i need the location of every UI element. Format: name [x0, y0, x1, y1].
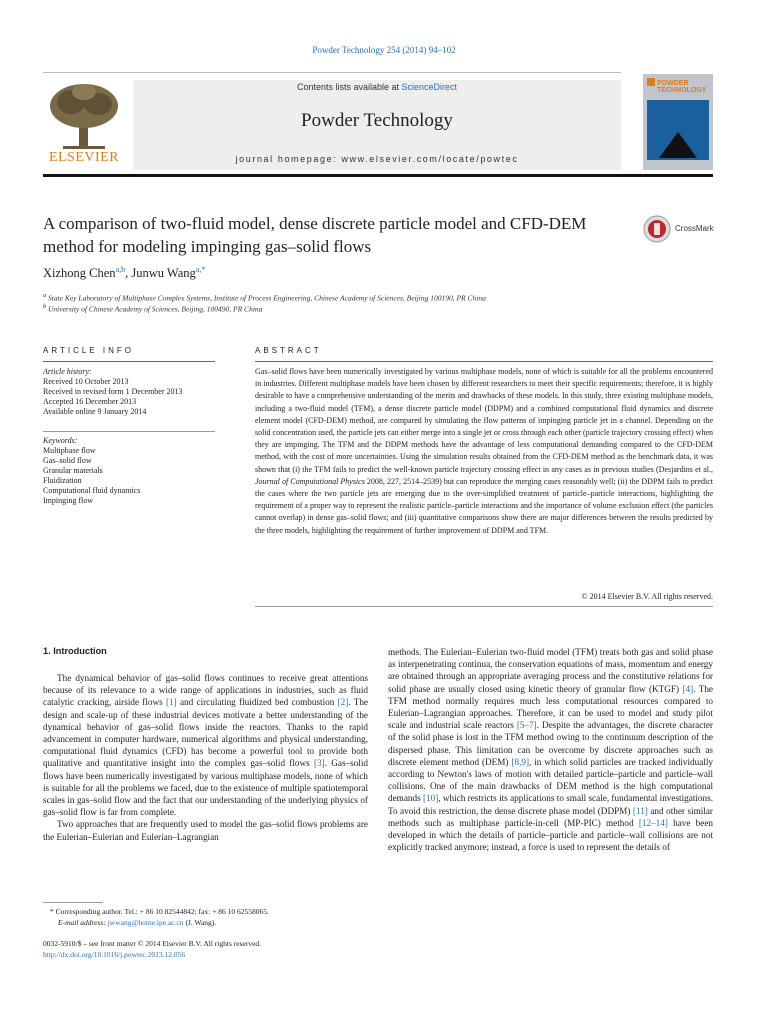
paragraph-text: . The TFM method normally requires much less computational resources compared to Eulerian–Lagrangian approaches. Therefore, it can be used to model and study pilot scale and industrial scale reactors: [388, 683, 714, 731]
header-top-rule: [43, 72, 621, 73]
journal-name: Powder Technology: [301, 110, 453, 131]
article-history: [43, 367, 215, 417]
paragraph-text: , in which solid particles are tracked individually according to Newton's laws of motion with detailed particle–particle and particle–wall collisions. One of the main drawbacks of DEM method is the high computational demands: [388, 756, 713, 804]
footnote-rule: [43, 902, 103, 903]
reference-link[interactable]: [8,9]: [511, 756, 530, 767]
affiliation-text: State Key Laboratory of Multiphase Complex Systems, Institute of Process Engineering, Chinese Academy of Sciences, Beijing 100190, PR China: [48, 293, 486, 303]
paragraph-text: . Despite the advantages, the discrete character of the solid phase is lost in the TFM method owing to the continuum description of the dispersed phase. This limitation can be overcome by discrete approaches such as discrete element method (DEM): [388, 720, 713, 767]
paragraph: [388, 646, 713, 853]
author-list: [43, 265, 205, 281]
article-info-heading: ARTICLE INFO: [43, 346, 134, 355]
keyword: Granular materials: [43, 466, 103, 475]
affiliation-marker: b: [43, 303, 47, 310]
abstract-bottom-rule: [255, 606, 713, 607]
keywords-label: Keywords:: [43, 436, 78, 445]
reference-link[interactable]: [11]: [632, 805, 648, 816]
reference-link[interactable]: [3]: [313, 758, 325, 769]
reference-link[interactable]: [4]: [682, 683, 694, 694]
history-item: Received in revised form 1 December 2013: [43, 387, 183, 396]
paragraph-text: . The design and scale-up of these industrial devices motivate a better understanding of the dynamical behavior of gas–solid flows inside the reactors. Thanks to the rapid advancement in computer hardware, numerical algorithms and physical understanding, computational fluid dynamics (CFD) has become a powerful tool to provide both qualitative and quantitative insight into the complex gas–solid flows: [43, 697, 369, 769]
email-suffix: (J. Wang).: [183, 918, 217, 927]
reference-link[interactable]: [12–14]: [638, 817, 668, 828]
paragraph-text: and other similar methods such as multiphase particle-in-cell (MP-PIC) method: [388, 805, 713, 828]
crossmark-icon: [643, 215, 671, 243]
abstract-journal-ref: Journal of Computational Physics: [255, 476, 365, 486]
paragraph-text: The dynamical behavior of gas–solid flows continues to receive great attentions because of its relevance to a wide range of applications in industries, such as fluid catalytic cracking, airside flows: [43, 673, 368, 708]
journal-citation[interactable]: Powder Technology 254 (2014) 94–102: [312, 45, 456, 55]
abstract-part: 2008, 227, 2514–2539) but can reproduce the merging cases reasonably well; (ii) the DDPM fails to predict the cases where the two particle jets are emerging due to the over-simplified treatment of particle–particle interactions, highlighting the requirement of a proper way to represent the realistic particle–particle interactions and the importance of volume exclusion effect (the particles cannot overlap) in dense gas–solid flows; and (iii) quantitative comparisons show there are major differences between the results predicted by the three models, highlighting the requirement of further improvement of DDPM and TFM.: [255, 476, 713, 535]
affiliation-b: [43, 303, 262, 314]
paragraph: [43, 672, 368, 818]
cover-graphic: [647, 100, 709, 160]
paragraph-text: have been developed in which the details of particle–particle and particle–wall collisions are not explicitly tracked anymore; instead, a force is used to represent the details of: [388, 817, 714, 853]
keyword: Gas–solid flow: [43, 456, 92, 465]
keyword: Multiphase flow: [43, 446, 96, 455]
keyword: Impinging flow: [43, 496, 93, 505]
doi-link[interactable]: [43, 950, 363, 960]
email-label: E-mail address:: [58, 918, 108, 927]
journal-cover-image: [643, 74, 713, 170]
cover-logo-mark: [647, 78, 655, 86]
doi-link-text[interactable]: http://dx.doi.org/10.1016/j.powtec.2013.12.056: [43, 950, 186, 959]
paragraph-text: . Gas–solid flows have been numerically investigated by various multiphase models, none of which is suitable for all the problems we faced, due to the existence of multiple spatiotemporal scales in gas–solid flow and the fact that our understanding of the underlying physics of gas–solid flow is far from complete.: [43, 758, 369, 818]
body-column-left: [43, 672, 368, 843]
author-name: Junwu Wang: [131, 266, 196, 281]
paragraph-text: methods. The Eulerian–Eulerian two-fluid model (TFM) treats both gas and solid phase as interpenetrating continua, the conservation equations of mass, momentum and energy are obtained through an appropriate averaging process and the constitutive relations for solid phase are usually closed using kinetic theory of granular flow (KTGF): [388, 647, 713, 694]
journal-homepage[interactable]: journal homepage: www.elsevier.com/locate/powtec: [235, 154, 519, 164]
body-column-right: [388, 646, 713, 853]
contents-prefix: Contents lists available at: [296, 82, 402, 92]
corresponding-author-note: * Corresponding author. Tel.: + 86 10 82544842; fax: + 86 10 62558065.: [50, 907, 269, 916]
author-name: Xizhong Chen: [43, 266, 116, 281]
cover-triangle-icon: [647, 100, 709, 160]
keywords-rule: [43, 431, 215, 432]
contents-line: [133, 82, 621, 92]
paragraph-text: and circulating fluidized bed combustion: [176, 697, 338, 708]
affiliation-marker: a: [43, 292, 47, 299]
sciencedirect-link[interactable]: ScienceDirect: [401, 82, 458, 92]
reference-link[interactable]: [10]: [422, 793, 439, 804]
article-info-rule: [43, 361, 215, 362]
email-link[interactable]: jwwang@home.ipe.ac.cn: [107, 918, 184, 927]
reference-link[interactable]: [1]: [165, 697, 177, 708]
section-heading: 1. Introduction: [43, 646, 107, 656]
elsevier-wordmark: ELSEVIER: [48, 150, 120, 165]
paragraph: Two approaches that are frequently used to model the gas–solid flows problems are the Eulerian–Eulerian and Eulerian–Lagrangian: [43, 819, 368, 842]
keyword: Computational fluid dynamics: [43, 486, 141, 495]
keywords-block: [43, 436, 215, 506]
history-item: Received 10 October 2013: [43, 377, 129, 386]
abstract-copyright: © 2014 Elsevier B.V. All rights reserved.: [581, 592, 713, 601]
author-affiliation-marker[interactable]: a,*: [195, 265, 206, 274]
reference-link[interactable]: [5–7]: [516, 720, 537, 731]
crossmark-badge[interactable]: [643, 215, 718, 245]
reference-link[interactable]: [2]: [337, 697, 349, 708]
abstract-heading: ABSTRACT: [255, 346, 322, 355]
article-title: A comparison of two-fluid model, dense discrete particle model and CFD-DEM method for modeling impinging gas–solid flows: [43, 214, 587, 256]
history-item: Accepted 16 December 2013: [43, 397, 137, 406]
paragraph-text: , which restricts its applications to small scale, fundamental investigations. To avoid this restriction, the dense discrete phase model (DDPM): [388, 793, 713, 816]
abstract-part: Gas–solid flows have been numerically investigated by various multiphase models, none of which is suitable for all the problems encountered in industries. Different multiphase models have been chosen by different researchers to meet their specific requirements; therefore, it is highly desirable to have a comprehensive understanding of the merits and drawbacks of these models. In this study, three existing multiphase models, including a two-fluid model (TFM), a dense discrete particle model (DDPM) and a combined computational fluid dynamics and discrete element model (CFD-DEM) method, are compared by simulating the flow patterns of impinging particle jet in a channel. Depending on the solid concentration used, the particle jets can either merge into a single jet or cross through each other (particle trajectory crossing effect) when they are impinging. The TFM and the DDPM methods have the advantage of less computational demanding compared to the CFD-DEM method, with the cost of more uncertainties. Using the simulation results obtained from the CFD-DEM method as the benchmark data, it was shown that (i) the TFM fails to predict the well-known particle trajectory crossing effect in any cases as in previous studies (Desjardins et al.,: [255, 367, 713, 474]
history-label: Article history:: [43, 367, 92, 376]
history-item: Available online 9 January 2014: [43, 407, 147, 416]
affiliation-text: University of Chinese Academy of Sciences, Beijing, 100490, PR China: [48, 304, 263, 314]
affiliation-a: [43, 292, 486, 303]
cover-title: POWDER TECHNOLOGY: [657, 80, 707, 94]
abstract-rule: [255, 361, 713, 362]
email-note: [58, 918, 378, 928]
header-bottom-rule: [43, 174, 713, 177]
abstract-text: [255, 366, 713, 537]
author-affiliation-marker[interactable]: a,b: [115, 265, 126, 274]
keyword: Fluidization: [43, 476, 82, 485]
crossmark-label: CrossMark: [675, 224, 714, 233]
elsevier-logo: [43, 80, 125, 168]
issn-line: 0032-5910/$ – see front matter © 2014 Elsevier B.V. All rights reserved.: [43, 939, 262, 948]
author-separator: ,: [125, 266, 132, 281]
